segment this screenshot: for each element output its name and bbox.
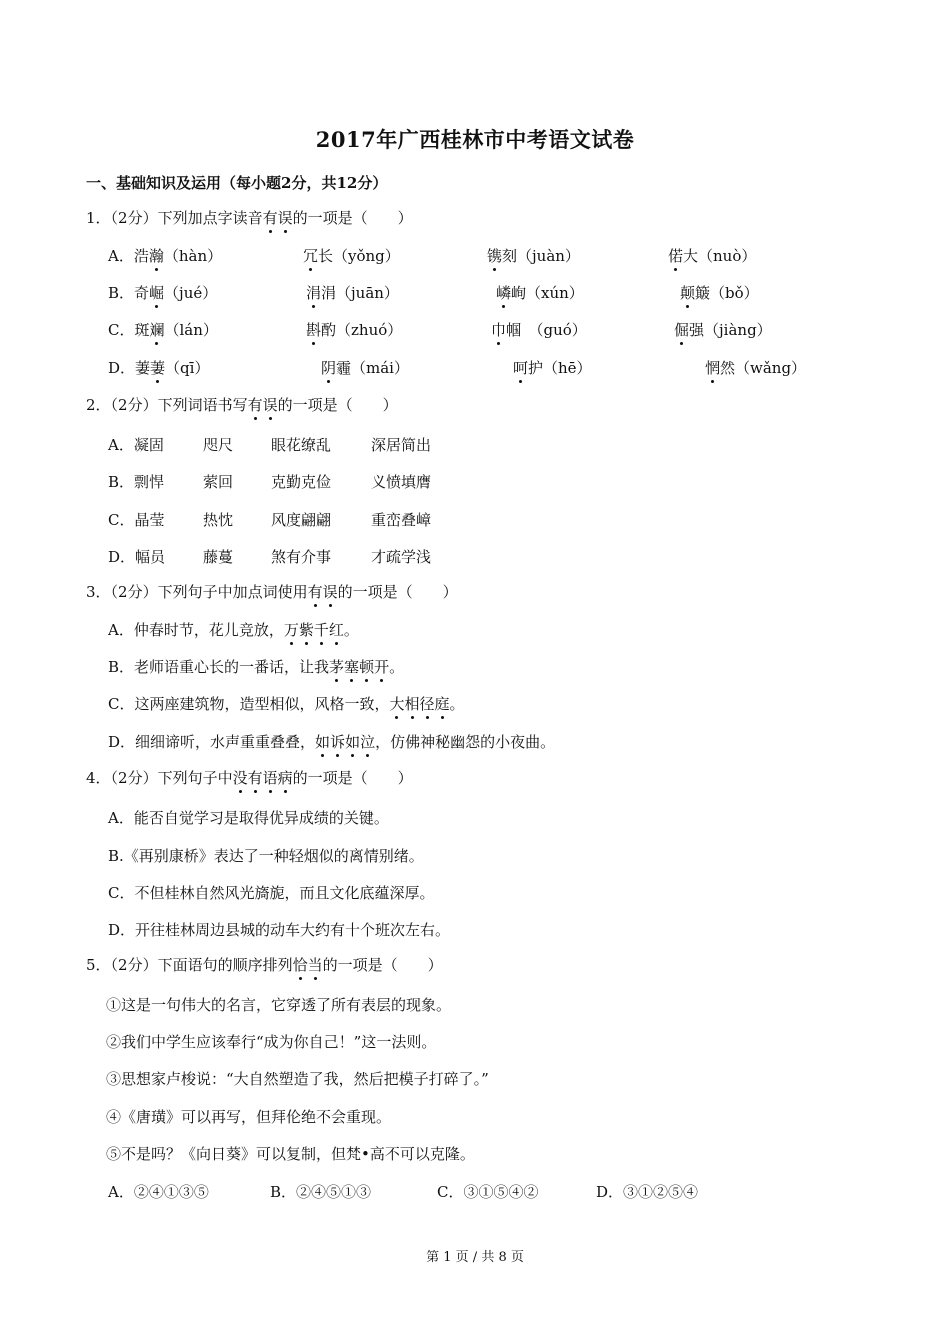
question-5-stem: 5．（2分）下面语句的顺序排列恰当的一项是（ ） bbox=[86, 956, 443, 974]
q1-option-a-4: 偌大（nuò） bbox=[668, 247, 757, 265]
q5-answer-d: D．③①②⑤④ bbox=[596, 1183, 699, 1201]
q5-sentence-4: ④《唐璜》可以再写，但拜伦绝不会重现。 bbox=[106, 1108, 392, 1126]
q5-answer-b: B．②④⑤①③ bbox=[270, 1183, 372, 1201]
q5-sentence-3: ③思想家卢梭说：“大自然塑造了我，然后把模子打碎了。” bbox=[106, 1070, 489, 1088]
q3-option-c: C．这两座建筑物，造型相似，风格一致，大相径庭。 bbox=[108, 695, 465, 713]
q2-option-d-1: D．幅员 bbox=[108, 548, 166, 566]
q3-option-d: D．细细谛听，水声重重叠叠，如诉如泣，仿佛神秘幽怨的小夜曲。 bbox=[108, 733, 556, 751]
q2-option-c-4: 重峦叠嶂 bbox=[371, 511, 432, 529]
q2-option-d-4: 才疏学浅 bbox=[371, 548, 432, 566]
page-footer: 第 1 页 / 共 8 页 bbox=[426, 1250, 524, 1265]
q2-option-b-1: B．剽悍 bbox=[108, 473, 165, 491]
q4-option-c: C．不但桂林自然风光旖旎，而且文化底蕴深厚。 bbox=[108, 884, 435, 902]
q3-option-a: A．仲春时节，花儿竞放，万紫千红。 bbox=[108, 621, 359, 639]
q1-option-c-4: 倔强（jiàng） bbox=[674, 321, 772, 339]
q4-option-b: B.《再别康桥》表达了一种轻烟似的离情别绪。 bbox=[108, 847, 424, 865]
q2-option-a-2: 咫尺 bbox=[203, 436, 234, 454]
q5-answer-a: A．②④①③⑤ bbox=[108, 1183, 209, 1201]
q2-option-d-2: 藤蔓 bbox=[203, 548, 234, 566]
q5-sentence-2: ②我们中学生应该奉行“成为你自己！”这一法则。 bbox=[106, 1033, 437, 1051]
q5-sentence-5: ⑤不是吗？《向日葵》可以复制，但梵•高不可以克隆。 bbox=[106, 1145, 475, 1163]
q1-option-a-3: 镌刻（juàn） bbox=[487, 247, 580, 265]
q2-option-b-3: 克勤克俭 bbox=[271, 473, 332, 491]
q1-option-c-3: 巾帼 （guó） bbox=[491, 321, 587, 339]
q1-option-c-2: 斟酌（zhuó） bbox=[306, 321, 403, 339]
q1-option-d-4: 惘然（wǎng） bbox=[705, 359, 807, 377]
q2-option-b-4: 义愤填膺 bbox=[371, 473, 432, 491]
q1-option-b-4: 颠簸（bǒ） bbox=[680, 284, 759, 302]
q5-answer-c: C．③①⑤④② bbox=[437, 1183, 539, 1201]
question-4-stem: 4．（2分）下列句子中没有语病的一项是（ ） bbox=[86, 769, 413, 787]
q2-option-a-4: 深居简出 bbox=[371, 436, 432, 454]
section-heading: 一、基础知识及运用（每小题2分，共12分） bbox=[86, 174, 388, 192]
q1-option-d-1: D．萋萋（qī） bbox=[108, 359, 210, 377]
q1-option-a-1: A．浩瀚（hàn） bbox=[108, 247, 223, 265]
q4-option-d: D．开往桂林周边县城的动车大约有十个班次左右。 bbox=[108, 921, 451, 939]
q1-option-d-2: 阴霾（mái） bbox=[321, 359, 409, 377]
question-2-stem: 2．（2分）下列词语书写有误的一项是（ ） bbox=[86, 396, 398, 414]
q2-option-a-3: 眼花缭乱 bbox=[271, 436, 332, 454]
q1-option-b-1: B．奇崛（jué） bbox=[108, 284, 218, 302]
q2-option-c-2: 热忱 bbox=[203, 511, 234, 529]
q2-option-a-1: A．凝固 bbox=[108, 436, 164, 454]
q2-option-c-3: 风度翩翩 bbox=[271, 511, 332, 529]
q2-option-b-2: 萦回 bbox=[203, 473, 234, 491]
q5-sentence-1: ①这是一句伟大的名言，它穿透了所有表层的现象。 bbox=[106, 996, 452, 1014]
page-title: 2017年广西桂林市中考语文试卷 bbox=[315, 127, 635, 152]
q2-option-d-3: 煞有介事 bbox=[271, 548, 332, 566]
q1-option-a-2: 冗长（yǒng） bbox=[303, 247, 400, 265]
question-3-stem: 3．（2分）下列句子中加点词使用有误的一项是（ ） bbox=[86, 583, 458, 601]
q4-option-a: A．能否自觉学习是取得优异成绩的关键。 bbox=[108, 809, 389, 827]
q3-option-b: B．老师语重心长的一番话，让我茅塞顿开。 bbox=[108, 658, 405, 676]
q1-option-b-2: 涓涓（juān） bbox=[306, 284, 399, 302]
q1-option-c-1: C．斑斓（lán） bbox=[108, 321, 218, 339]
q1-option-b-3: 嶙峋（xún） bbox=[496, 284, 584, 302]
q2-option-c-1: C．晶莹 bbox=[108, 511, 165, 529]
q1-option-d-3: 呵护（hē） bbox=[513, 359, 592, 377]
question-1-stem: 1．（2分）下列加点字读音有误的一项是（ ） bbox=[86, 209, 413, 227]
